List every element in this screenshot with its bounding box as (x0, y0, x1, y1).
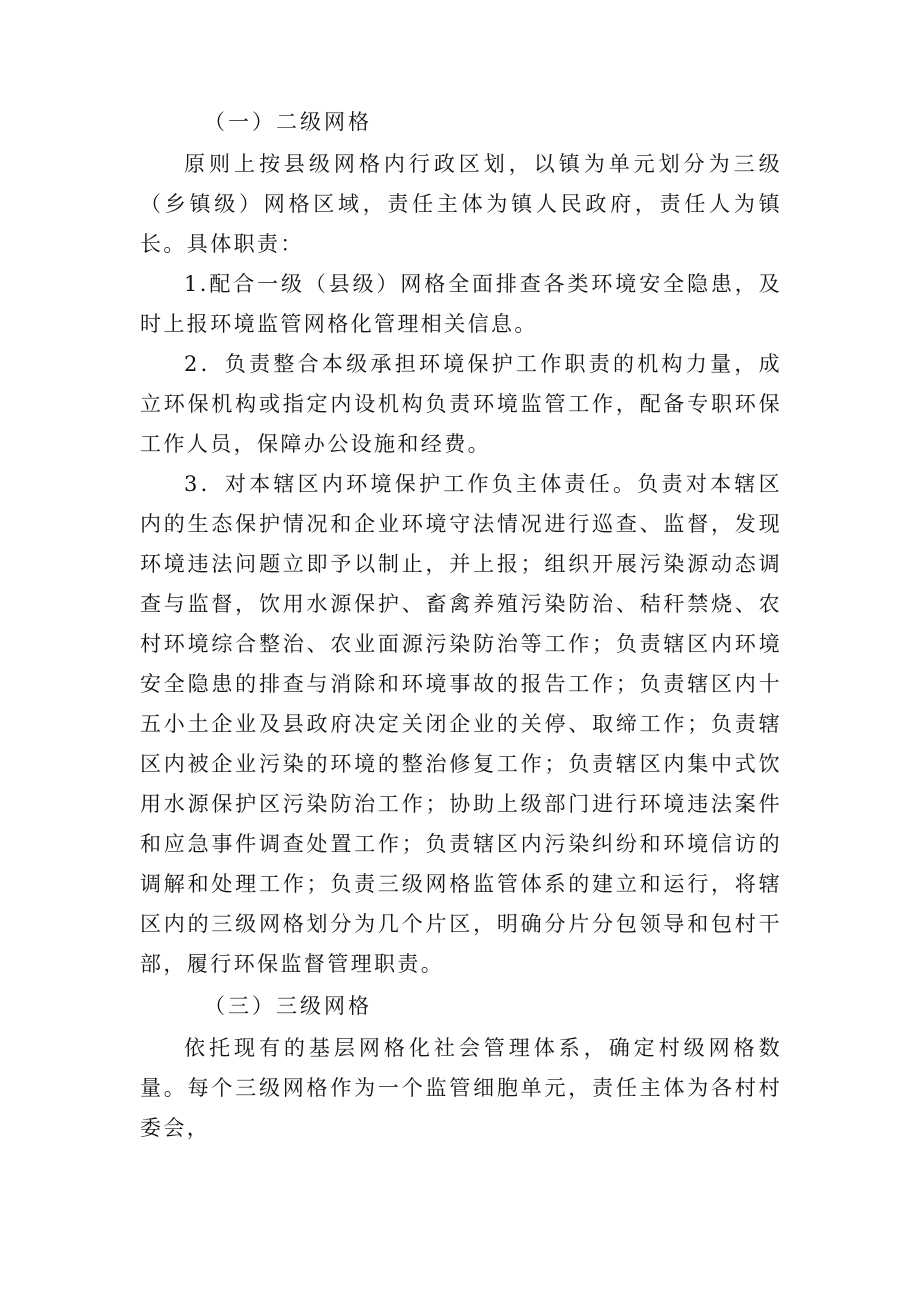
paragraph-overview: 原则上按县级网格内行政区划，以镇为单元划分为三级（乡镇级）网格区域，责任主体为镇人民政府，责任人为镇长。具体职责： (140, 152, 782, 256)
duty-item-1: 1.配合一级（县级）网格全面排查各类环境安全隐患，及时上报环境监管网格化管理相关信息。 (140, 272, 782, 336)
section-heading-level-three: （三）三级网格 (204, 994, 372, 1018)
section-heading-level-two: （一）二级网格 (204, 110, 372, 134)
paragraph-level-three: 依托现有的基层网格化社会管理体系，确定村级网格数量。每个三级网格作为一个监管细胞单元，责任主体为各村村委会， (140, 1036, 782, 1140)
duty-item-3: 3．对本辖区内环境保护工作负主体责任。负责对本辖区内的生态保护情况和企业环境守法情况进行巡查、监督，发现环境违法问题立即予以制止，并上报；组织开展污染源动态调查与监督，饮用水源保护、畜禽养殖污染防治、秸秆禁烧、农村环境综合整治、农业面源污染防治等工作；负责辖区内环境安全隐患的排查与消除和环境事故的报告工作；负责辖区内十五小土企业及县政府决定关闭企业的关停、取缔工作；负责辖区内被企业污染的环境的整治修复工作；负责辖区内集中式饮用水源保护区污染防治工作；协助上级部门进行环境违法案件和应急事件调查处置工作；负责辖区内污染纠纷和环境信访的调解和处理工作；负责三级网格监管体系的建立和运行，将辖区内的三级网格划分为几个片区，明确分片分包领导和包村干部，履行环保监督管理职责。 (140, 472, 782, 976)
duty-item-2: 2．负责整合本级承担环境保护工作职责的机构力量，成立环保机构或指定内设机构负责环境监管工作，配备专职环保工作人员，保障办公设施和经费。 (140, 352, 782, 456)
